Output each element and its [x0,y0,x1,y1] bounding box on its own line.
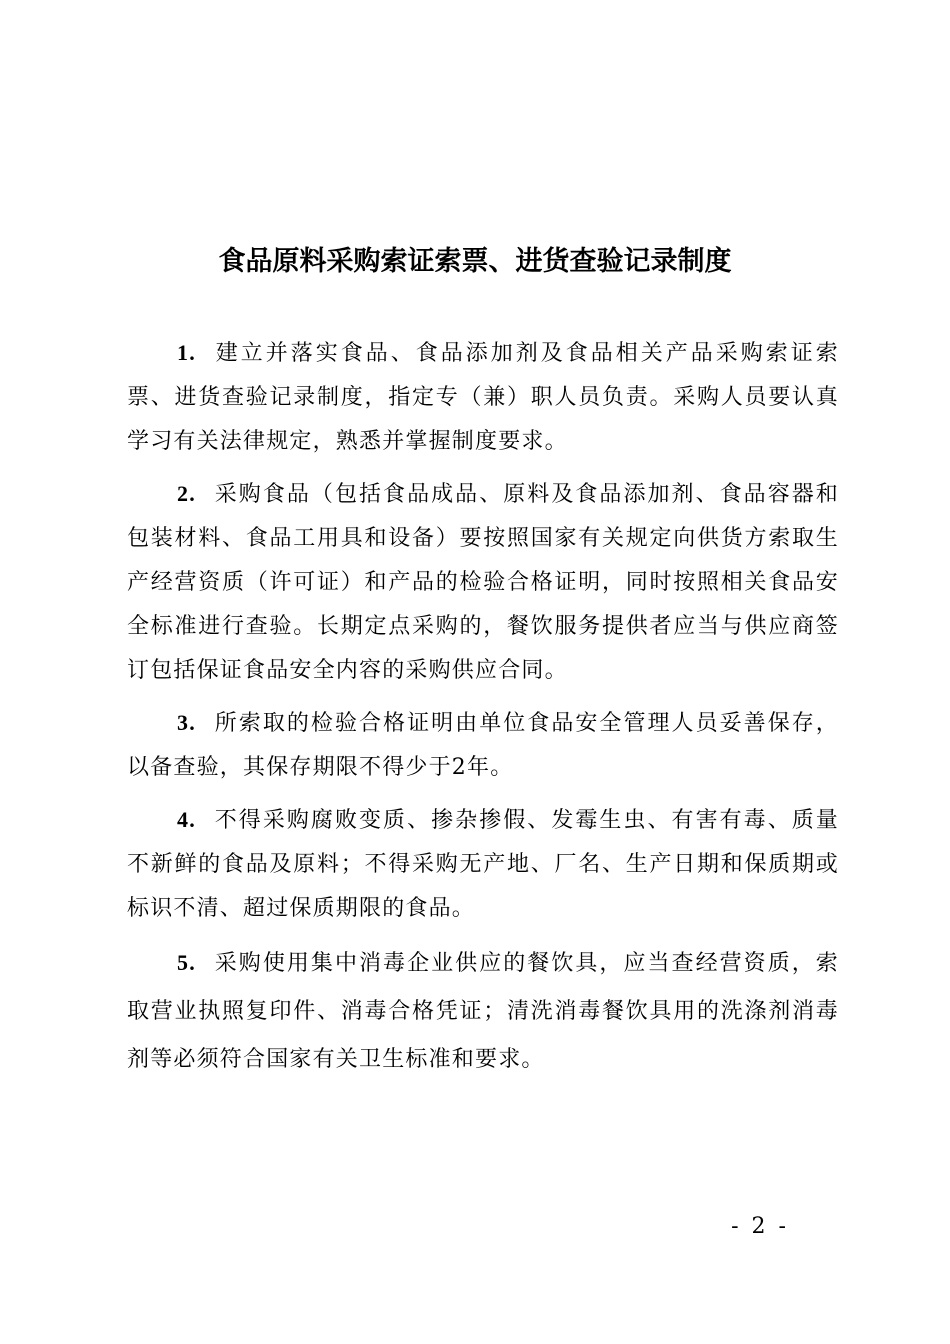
clause-text: 采购食品（包括食品成品、原料及食品添加剂、食品容器和包装材料、食品工用具和设备）要按照国家有关规定向供货方索取生产经营资质（许可证）和产品的检验合格证明，同时按照相关食品安全标准进行查验。长期定点采购的，餐饮服务提供者应当与供应商签订包括保证食品安全内容的采购供应合同。 [127,482,839,683]
clause-number: 3. [177,710,196,735]
clause-4 [127,798,839,931]
clause-5 [127,939,839,1084]
document-title: 食品原料采购索证索票、进货查验记录制度 [218,246,732,277]
clause-number: 4. [177,807,196,832]
clause-text: 采购使用集中消毒企业供应的餐饮具，应当查经营资质，索取营业执照复印件、消毒合格凭证；清洗消毒餐饮具用的洗涤剂消毒剂等必须符合国家有关卫生标准和要求。 [127,951,839,1072]
page-number: - 2 - [731,1214,789,1239]
clause-1 [127,331,839,464]
clause-text: 所索取的检验合格证明由单位食品安全管理人员妥善保存，以备查验，其保存期限不得少于2年。 [127,711,839,780]
document-body [127,331,839,1092]
clause-number: 1. [177,340,196,365]
clause-text: 不得采购腐败变质、掺杂掺假、发霉生虫、有害有毒、质量不新鲜的食品及原料；不得采购无产地、厂名、生产日期和保质期或标识不清、超过保质期限的食品。 [127,808,839,921]
clause-3 [127,701,839,790]
clause-text: 建立并落实食品、食品添加剂及食品相关产品采购索证索票、进货查验记录制度，指定专（兼）职人员负责。采购人员要认真学习有关法律规定，熟悉并掌握制度要求。 [127,341,839,454]
clause-2 [127,472,839,693]
clause-number: 5. [177,950,196,975]
clause-number: 2. [177,481,196,506]
